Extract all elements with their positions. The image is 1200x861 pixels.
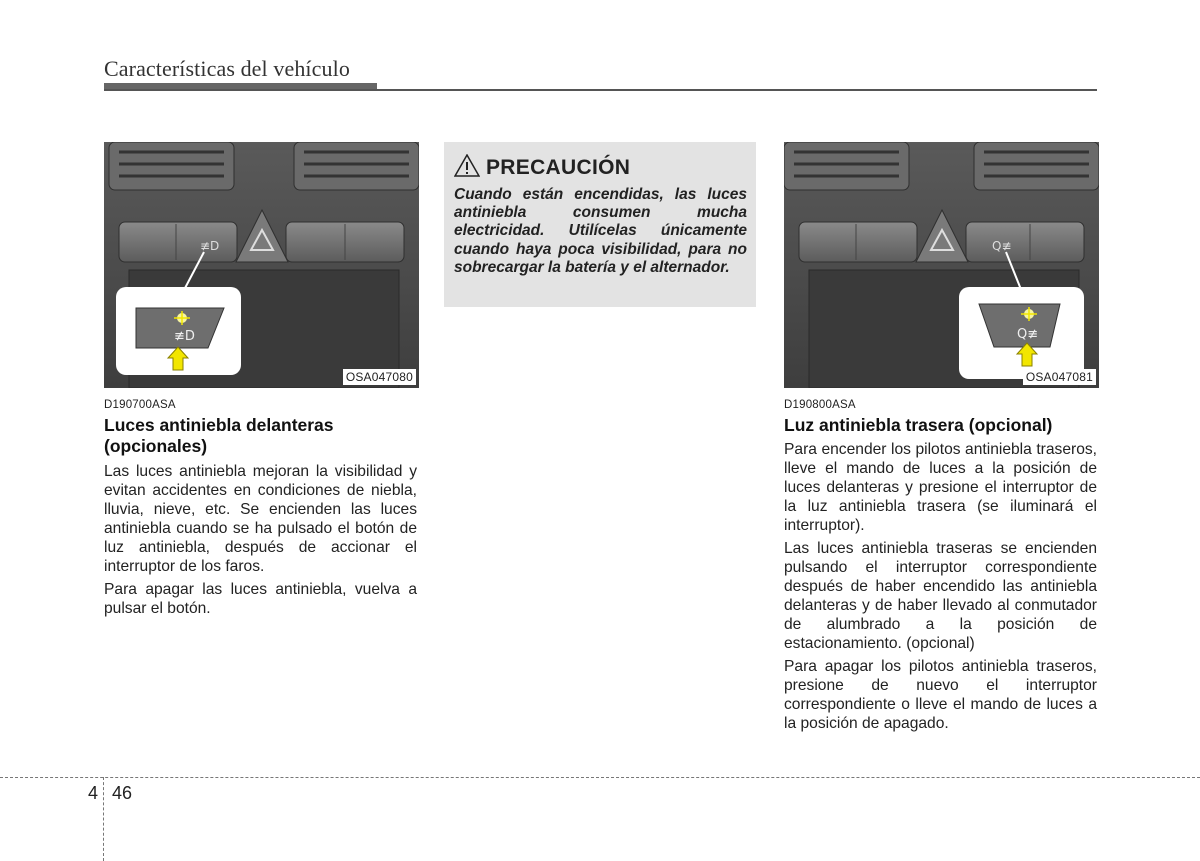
photo-code-label: OSA047080 <box>343 369 416 385</box>
svg-text:Q≢: Q≢ <box>1017 327 1039 342</box>
section-code: D190700ASA <box>104 399 176 411</box>
footer-divider <box>103 777 104 861</box>
section-paragraph: Para encender los pilotos antiniebla traseros, lleve el mando de luces a la posición de luces delanteras y presione el interruptor de la luz antiniebla trasera (se iluminará el interruptor). <box>784 441 1097 534</box>
caution-text: Cuando están encendidas, las luces antiniebla consumen mucha electricidad. Utilícelas únicamente cuando haya poca visibilidad, para no sobrecargar la batería y el alternador. <box>454 186 747 276</box>
rear-fog-section <box>784 399 1097 737</box>
page-header-title: Características del vehículo <box>104 56 350 81</box>
section-paragraph: Las luces antiniebla mejoran la visibilidad y evitan accidentes en condiciones de niebla, lluvia, nieve, etc. Se encienden las luces antiniebla cuando se ha pulsado el botón de luz antiniebla, después de accionar el interruptor de los faros. <box>104 463 417 575</box>
rear-fog-switch-photo <box>784 142 1099 388</box>
section-code: D190800ASA <box>784 399 856 411</box>
photo-code-label: OSA047081 <box>1023 369 1096 385</box>
svg-text:≢D: ≢D <box>200 239 220 253</box>
svg-text:Q≢: Q≢ <box>992 239 1012 253</box>
front-fog-section <box>104 399 417 622</box>
section-heading: Luces antiniebla delanteras (opcionales) <box>104 415 334 456</box>
section-paragraph: Las luces antiniebla traseras se encienden pulsando el interruptor correspondiente después de haber encendido las antiniebla delanteras y de haber llevado al conmutador de alumbrado a la posición de estacionamiento. (opcional) <box>784 540 1097 652</box>
section-paragraph: Para apagar los pilotos antiniebla traseros, presione de nuevo el interruptor correspondiente o lleve el mando de luces a la posición de apagado. <box>784 658 1097 732</box>
section-heading: Luz antiniebla trasera (opcional) <box>784 415 1053 435</box>
warning-triangle-icon <box>454 154 480 182</box>
page-number: 46 <box>112 783 133 803</box>
svg-text:≢D: ≢D <box>174 329 195 344</box>
caution-title: PRECAUCIÓN <box>486 156 631 179</box>
footer-rule <box>0 777 1200 778</box>
front-fog-switch-photo <box>104 142 419 388</box>
chapter-number: 4 <box>88 783 99 803</box>
section-paragraph: Para apagar las luces antiniebla, vuelva a pulsar el botón. <box>104 581 417 617</box>
header-rule <box>104 89 1097 91</box>
caution-box <box>444 142 756 307</box>
